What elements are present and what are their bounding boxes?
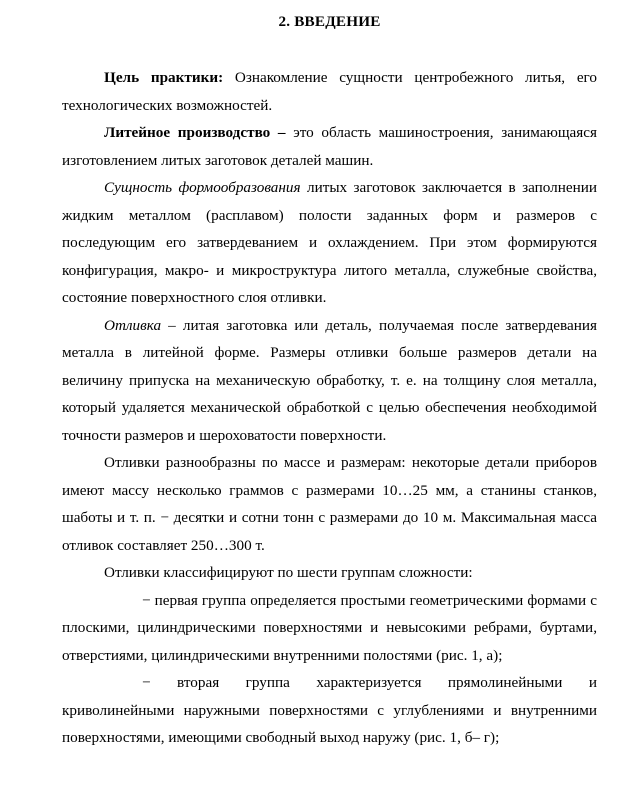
list-item-group-1 [62,587,597,670]
bullet-marker: − [142,674,151,691]
bullet-text: вторая группа характеризуется прямолинейными и криволинейными наружными поверхностями с углублениями и внутренними поверхностями, имеющими свободный выход наружу (рис. 1, б– г); [62,674,597,746]
paragraph-casting [62,312,597,450]
paragraph-classification: Отливки классифицируют по шести группам сложности: [104,564,473,581]
bullet-marker: − [142,591,151,609]
document-page [62,12,597,752]
paragraph-goal [62,64,597,119]
essence-text: литых заготовок заключается в заполнении жидким металлом (расплавом) полости заданных форм и размеров с последующим его затвердеванием и охлаждением. При этом формируются конфигурация, макро- и микроструктура литого металла, служебные свойства, состояние поверхностного слоя отливки. [62,179,597,306]
paragraph-foundry [62,119,597,174]
casting-text: – литая заготовка или деталь, получаемая после затвердевания металла в литейной форме. Размеры отливки больше размеров детали на величину припуска на механическую обработку, т. е. на толщину слоя металла, который удаляется механической обработкой с целью обеспечения необходимой точности размеров и шероховатости поверхности. [62,316,597,444]
goal-label: Цель практики: [104,69,224,86]
foundry-label: Литейное производство – [104,124,286,141]
paragraph-essence [62,174,597,312]
paragraph-variety: Отливки разнообразны по массе и размерам: некоторые детали приборов имеют массу несколько граммов с размерами 10…25 мм, а станины станков, шаботы и т. п. − десятки и сотни тонн с размерами до 10 м. Максимальная масса отливок составляет 250…300 т. [62,454,597,554]
section-heading: 2. ВВЕДЕНИЕ [278,13,381,30]
goal-text: Ознакомление сущности центробежного литья, его технологических возможностей. [62,69,598,114]
foundry-text: это область машиностроения, занимающаяся изготовлением литых заготовок деталей машин. [62,124,597,169]
bullet-text: первая группа определяется простыми геометрическими формами с плоскими, цилиндрическими поверхностями и невысокими ребрами, буртами, отверстиями, цилиндрическими внутренними полостями (рис. 1, а); [62,591,597,664]
casting-term: Отливка [104,316,162,334]
list-item-group-2 [62,669,597,752]
essence-term: Сущность формообразования [104,179,301,196]
